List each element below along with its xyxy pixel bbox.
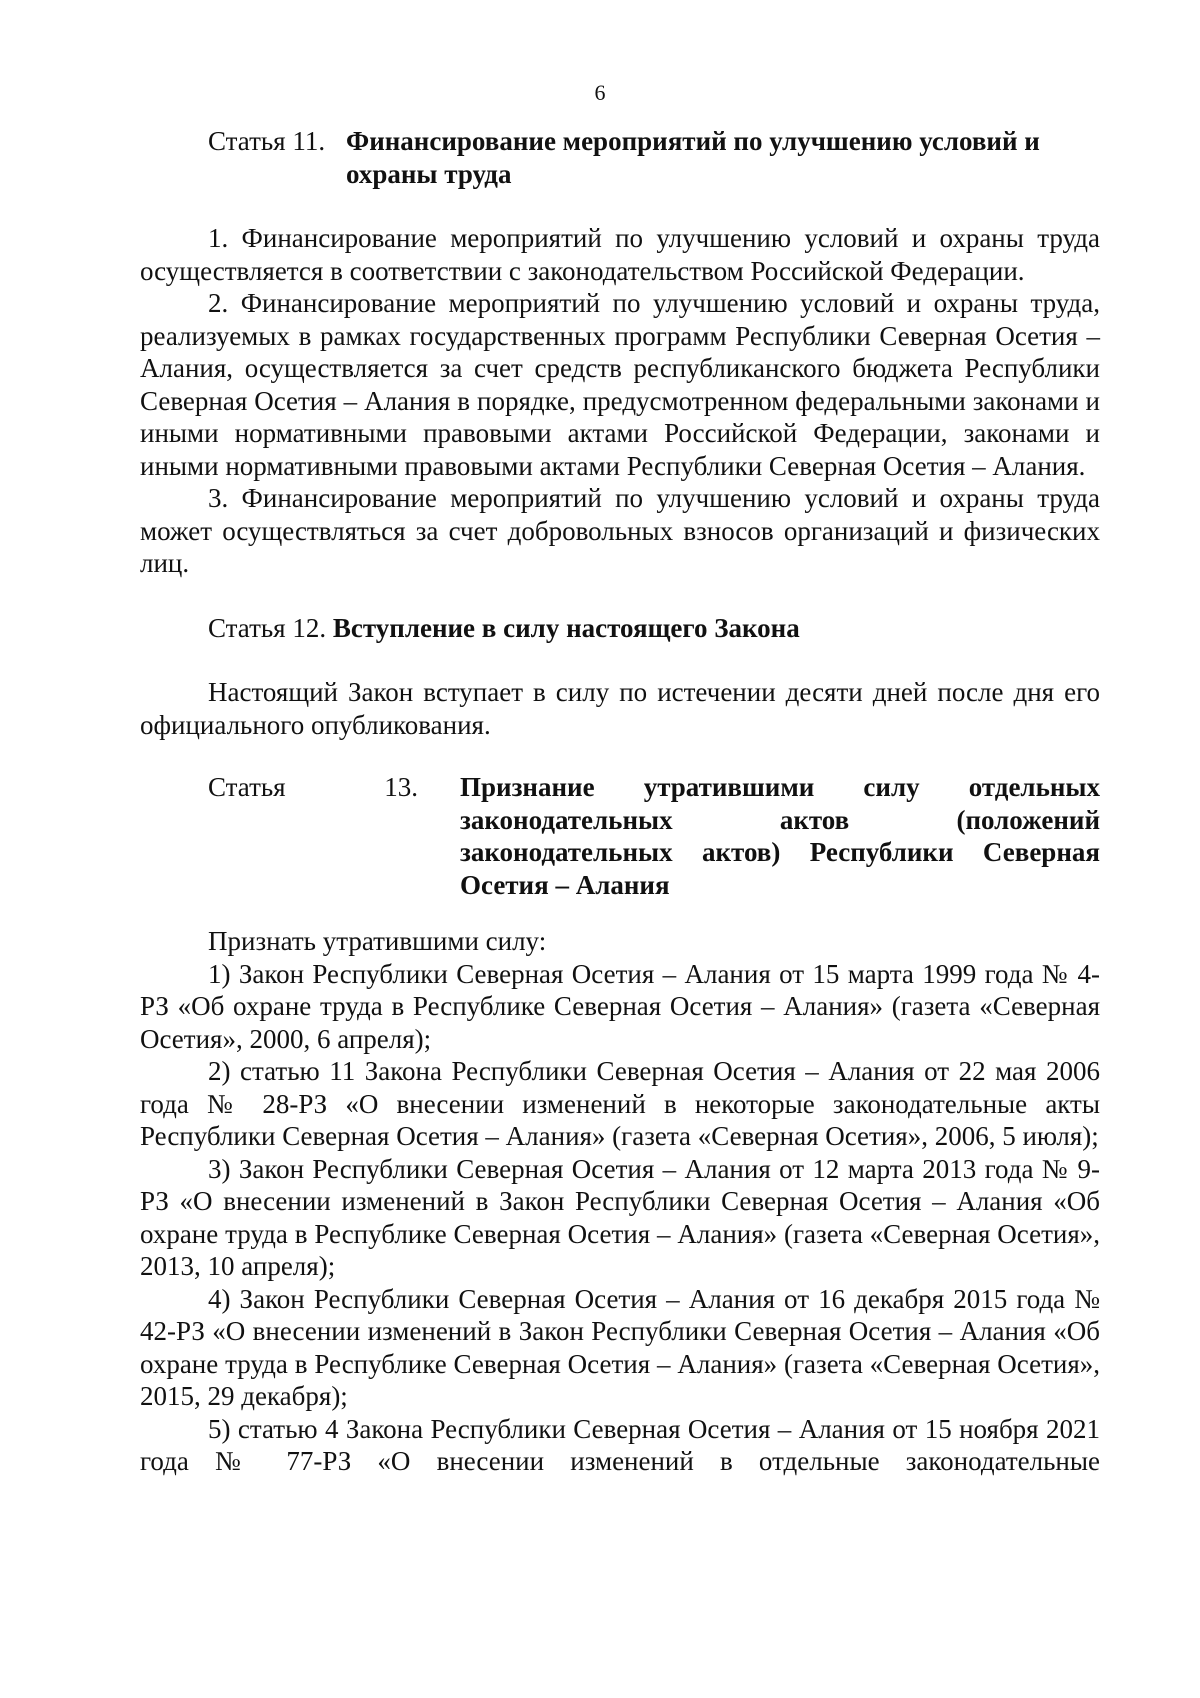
article-13-item-5: 5) статью 4 Закона Республики Северная Осетия – Алания от 15 ноября 2021 года № 77-РЗ «О внесении изменений в отдельные законодательные xyxy=(140,1413,1100,1476)
article-12-paragraph-1: Настоящий Закон вступает в силу по истечении десяти дней после дня его официального опубликования. xyxy=(140,677,1100,740)
page-number: 6 xyxy=(594,80,606,105)
article-11-title: Финансирование мероприятий по улучшению условий и охраны труда xyxy=(346,126,1040,189)
article-12-label: Статья 12. xyxy=(208,612,327,643)
article-11-paragraph-3: 3. Финансирование мероприятий по улучшению условий и охраны труда может осуществляться за счет добровольных взносов организаций и физических лиц. xyxy=(140,483,1100,578)
article-13-label-word: Статья xyxy=(208,772,286,802)
article-13-item-3: 3) Закон Республики Северная Осетия – Алания от 12 марта 2013 года № 9-РЗ «О внесении изменений в Закон Республики Северная Осетия – Алания «Об охране труда в Республике Северная Осетия – Алания» (газета «Северная Осетия», 2013, 10 апреля); xyxy=(140,1153,1100,1281)
article-13-heading xyxy=(140,771,1100,901)
article-12-heading xyxy=(140,612,1100,645)
article-11-heading xyxy=(140,125,1100,190)
article-13-label xyxy=(140,771,460,901)
document-body xyxy=(140,125,1100,1478)
article-13-item-4: 4) Закон Республики Северная Осетия – Алания от 16 декабря 2015 года № 42-РЗ «О внесении изменений в Закон Республики Северная Осетия – Алания «Об охране труда в Республике Северная Осетия – Алания» (газета «Северная Осетия», 2015, 29 декабря); xyxy=(140,1283,1100,1411)
article-12-title: Вступление в силу настоящего Закона xyxy=(332,612,800,643)
article-11-paragraph-1: 1. Финансирование мероприятий по улучшению условий и охраны труда осуществляется в соответствии с законодательством Российской Федерации. xyxy=(140,223,1100,286)
article-13-item-2: 2) статью 11 Закона Республики Северная Осетия – Алания от 22 мая 2006 года № 28-РЗ «О внесении изменений в некоторые законодательные акты Республики Северная Осетия – Алания» (газета «Северная Осетия», 2006, 5 июля); xyxy=(140,1056,1100,1151)
article-13-label-number: 13. xyxy=(384,772,418,802)
article-13-title: Признание утратившими силу отдельных законодательных актов (положений законодательных актов) Республики Северная Осетия – Алания xyxy=(460,772,1100,900)
article-11-paragraph-2: 2. Финансирование мероприятий по улучшению условий и охраны труда, реализуемых в рамках государственных программ Республики Северная Осетия – Алания, осуществляется за счет средств республиканского бюджета Республики Северная Осетия – Алания в порядке, предусмотренном федеральными законами и иными нормативными правовыми актами Российской Федерации, законами и иными нормативными правовыми актами Республики Северная Осетия – Алания. xyxy=(140,288,1100,481)
article-13-intro: Признать утратившими силу: xyxy=(208,926,547,956)
article-13-item-1: 1) Закон Республики Северная Осетия – Алания от 15 марта 1999 года № 4-РЗ «Об охране труда в Республике Северная Осетия – Алания» (газета «Северная Осетия», 2000, 6 апреля); xyxy=(140,958,1100,1054)
article-11-label: Статья 11. xyxy=(208,126,326,156)
